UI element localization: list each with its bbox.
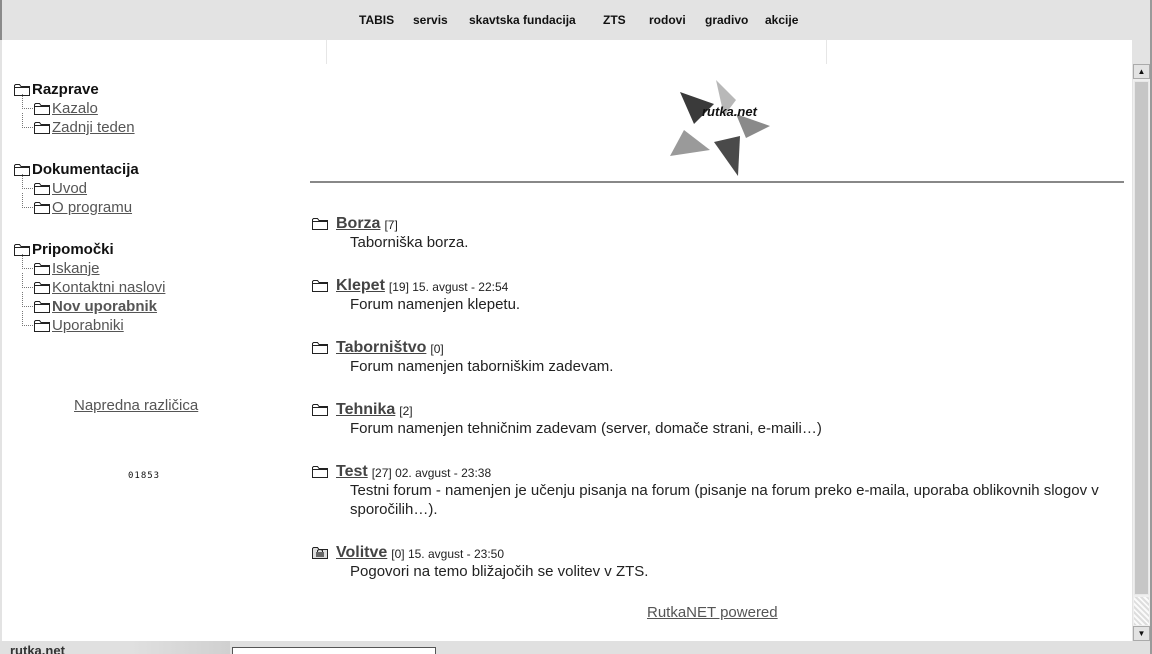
forum-description: Forum namenjen taborniškim zadevam. <box>350 358 614 375</box>
frame-divider <box>826 40 827 64</box>
forum-title-test[interactable]: Test <box>336 463 368 480</box>
scroll-down-arrow-icon[interactable]: ▼ <box>1133 626 1150 641</box>
nav-gradivo[interactable]: gradivo <box>705 13 749 27</box>
bottom-frame <box>0 641 1150 654</box>
sidebar-section-dokumentacija <box>14 160 139 217</box>
bottom-fade <box>130 641 230 654</box>
folder-icon <box>34 262 50 275</box>
bottom-logo: rutka.net <box>10 643 65 654</box>
logo-text: rutka.net <box>702 104 757 119</box>
sidebar-link-uporabniki[interactable]: Uporabniki <box>52 317 124 334</box>
top-navigation <box>0 0 1152 40</box>
locked-folder-icon <box>312 546 328 559</box>
folder-icon <box>312 465 328 478</box>
frame-divider <box>326 40 327 64</box>
forum-title-volitve[interactable]: Volitve <box>336 544 388 561</box>
sidebar-link-zadnji-teden[interactable]: Zadnji teden <box>52 119 135 136</box>
forum-description: Pogovori na temo bližajočih se volitev v ZTS. <box>350 563 649 580</box>
tree-connector <box>22 311 33 326</box>
folder-icon <box>34 300 50 313</box>
nav-zts[interactable]: ZTS <box>603 13 626 27</box>
forum-title-tehnika[interactable]: Tehnika <box>336 401 396 418</box>
folder-icon <box>34 281 50 294</box>
forum-title-klepet[interactable]: Klepet <box>336 277 385 294</box>
forum-meta: [0] <box>430 342 444 356</box>
folder-icon <box>312 217 328 230</box>
section-title: Pripomočki <box>32 241 114 258</box>
folder-icon <box>34 102 50 115</box>
sidebar-link-iskanje[interactable]: Iskanje <box>52 260 100 277</box>
forum-entry <box>312 399 1120 438</box>
scroll-thumb[interactable] <box>1134 81 1149 595</box>
vertical-scrollbar[interactable] <box>1133 64 1150 641</box>
tree-connector <box>22 254 33 269</box>
forum-entry <box>312 275 1120 314</box>
forum-title-borza[interactable]: Borza <box>336 215 381 232</box>
sidebar-section-razprave <box>14 80 135 137</box>
forum-meta: [27] 02. avgust - 23:38 <box>371 466 492 480</box>
scroll-up-arrow-icon[interactable]: ▲ <box>1133 64 1150 79</box>
section-title: Dokumentacija <box>32 161 139 178</box>
bottom-search-input[interactable] <box>232 647 436 654</box>
folder-icon <box>34 182 50 195</box>
folder-icon <box>312 341 328 354</box>
folder-icon <box>34 319 50 332</box>
forum-entry <box>312 337 1120 376</box>
powered-by-link[interactable]: RutkaNET powered <box>647 604 778 621</box>
nav-akcije[interactable]: akcije <box>765 13 799 27</box>
scroll-track[interactable] <box>1134 597 1149 625</box>
sidebar-section-pripomocki <box>14 240 165 335</box>
tree-connector <box>22 174 33 189</box>
forum-description: Forum namenjen klepetu. <box>350 296 521 313</box>
nav-servis[interactable]: servis <box>413 13 448 27</box>
nav-rodovi[interactable]: rodovi <box>649 13 686 27</box>
forum-entry <box>312 213 1120 252</box>
section-title: Razprave <box>32 81 99 98</box>
forum-description: Forum namenjen tehničnim zadevam (server, domače strani, e-maili…) <box>350 420 822 437</box>
sidebar-link-o-programu[interactable]: O programu <box>52 199 133 216</box>
forum-meta: [0] 15. avgust - 23:50 <box>391 547 505 561</box>
sidebar-link-kontaktni-naslovi[interactable]: Kontaktni naslovi <box>52 279 166 296</box>
tree-connector <box>22 193 33 208</box>
forum-entry <box>312 542 1120 581</box>
tree-connector <box>22 94 33 109</box>
folder-icon <box>312 403 328 416</box>
nav-tabis[interactable]: TABIS <box>359 13 395 27</box>
sidebar-link-uvod[interactable]: Uvod <box>52 180 88 197</box>
content-page <box>2 40 1132 641</box>
tree-connector <box>22 273 33 288</box>
sidebar-link-kazalo[interactable]: Kazalo <box>52 100 98 117</box>
forum-meta: [19] 15. avgust - 22:54 <box>388 280 509 294</box>
tree-connector <box>22 292 33 307</box>
forum-description: Taborniška borza. <box>350 234 469 251</box>
rutka-logo <box>666 78 776 178</box>
visit-counter: 01853 <box>128 471 161 481</box>
forum-description: Testni forum - namenjen je učenju pisanja na forum (pisanje na forum preko e-maila, uporaba oblikovnih slogov v sporočilih…). <box>350 482 1099 518</box>
nav-skavtska-fundacija[interactable]: skavtska fundacija <box>469 13 576 27</box>
folder-icon <box>34 201 50 214</box>
folder-icon <box>312 279 328 292</box>
sidebar-link-nov-uporabnik[interactable]: Nov uporabnik <box>52 298 158 315</box>
forum-entry <box>312 461 1120 519</box>
forum-meta: [2] <box>399 404 413 418</box>
forum-title-tabornistvo[interactable]: Taborništvo <box>336 339 427 356</box>
folder-icon <box>34 121 50 134</box>
tree-connector <box>22 113 33 128</box>
horizontal-rule <box>310 181 1124 183</box>
forum-meta: [7] <box>384 218 398 232</box>
advanced-version-link[interactable]: Napredna različica <box>74 397 199 414</box>
